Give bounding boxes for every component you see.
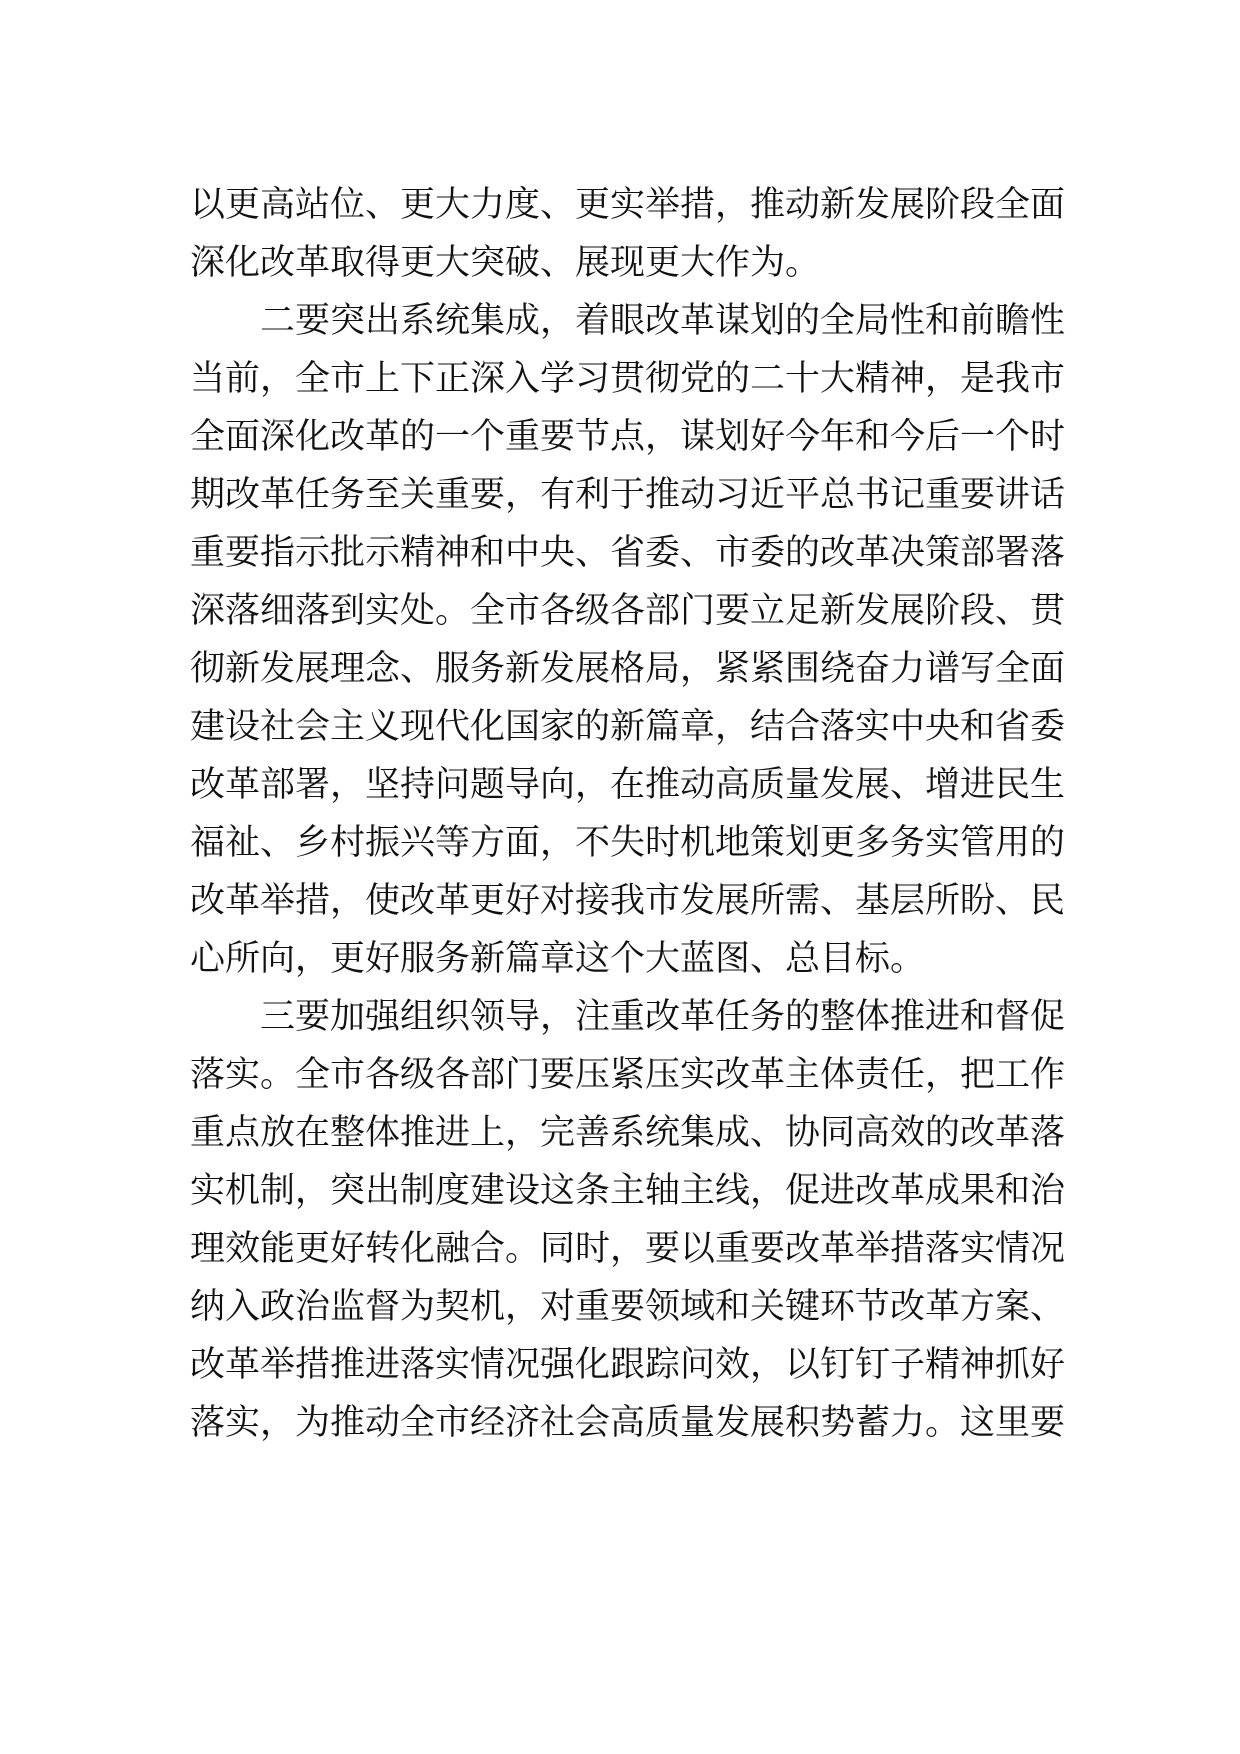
text-line: 改革部署，坚持问题导向，在推动高质量发展、增进民生	[190, 765, 1066, 805]
paragraph-heading-line: 二要突出系统集成，着眼改革谋划的全局性和前瞻性	[260, 301, 1066, 341]
text-line: 全面深化改革的一个重要节点，谋划好今年和今后一个时	[190, 417, 1066, 457]
text-line: 落实，为推动全市经济社会高质量发展积势蓄力。这里要	[190, 1403, 1066, 1443]
text-line: 改革举措，使改革更好对接我市发展所需、基层所盼、民	[190, 881, 1066, 921]
text-line: 心所向，更好服务新篇章这个大蓝图、总目标。	[190, 939, 926, 979]
text-line: 纳入政治监督为契机，对重要领域和关键环节改革方案、	[190, 1287, 1066, 1327]
text-line: 彻新发展理念、服务新发展格局，紧紧围绕奋力谱写全面	[190, 649, 1066, 689]
text-line: 重点放在整体推进上，完善系统集成、协同高效的改革落	[190, 1113, 1066, 1153]
text-line: 期改革任务至关重要，有利于推动习近平总书记重要讲话	[190, 475, 1066, 515]
text-line: 改革举措推进落实情况强化跟踪问效，以钉钉子精神抓好	[190, 1345, 1066, 1385]
text-line: 落实。全市各级各部门要压紧压实改革主体责任，把工作	[190, 1055, 1066, 1095]
text-line: 深落细落到实处。全市各级各部门要立足新发展阶段、贯	[190, 591, 1066, 631]
text-line: 实机制，突出制度建设这条主轴主线，促进改革成果和治	[190, 1171, 1066, 1211]
text-line: 重要指示批示精神和中央、省委、市委的改革决策部署落	[190, 533, 1066, 573]
text-line: 深化改革取得更大突破、展现更大作为。	[190, 243, 821, 283]
text-line: 建设社会主义现代化国家的新篇章，结合落实中央和省委	[190, 707, 1066, 747]
text-line: 福祉、乡村振兴等方面，不失时机地策划更多务实管用的	[190, 823, 1066, 863]
text-line: 以更高站位、更大力度、更实举措，推动新发展阶段全面	[190, 185, 1066, 225]
paragraph-heading-line: 三要加强组织领导，注重改革任务的整体推进和督促	[260, 997, 1066, 1037]
text-line: 当前，全市上下正深入学习贯彻党的二十大精神，是我市	[190, 359, 1066, 399]
text-line: 理效能更好转化融合。同时，要以重要改革举措落实情况	[190, 1229, 1066, 1269]
